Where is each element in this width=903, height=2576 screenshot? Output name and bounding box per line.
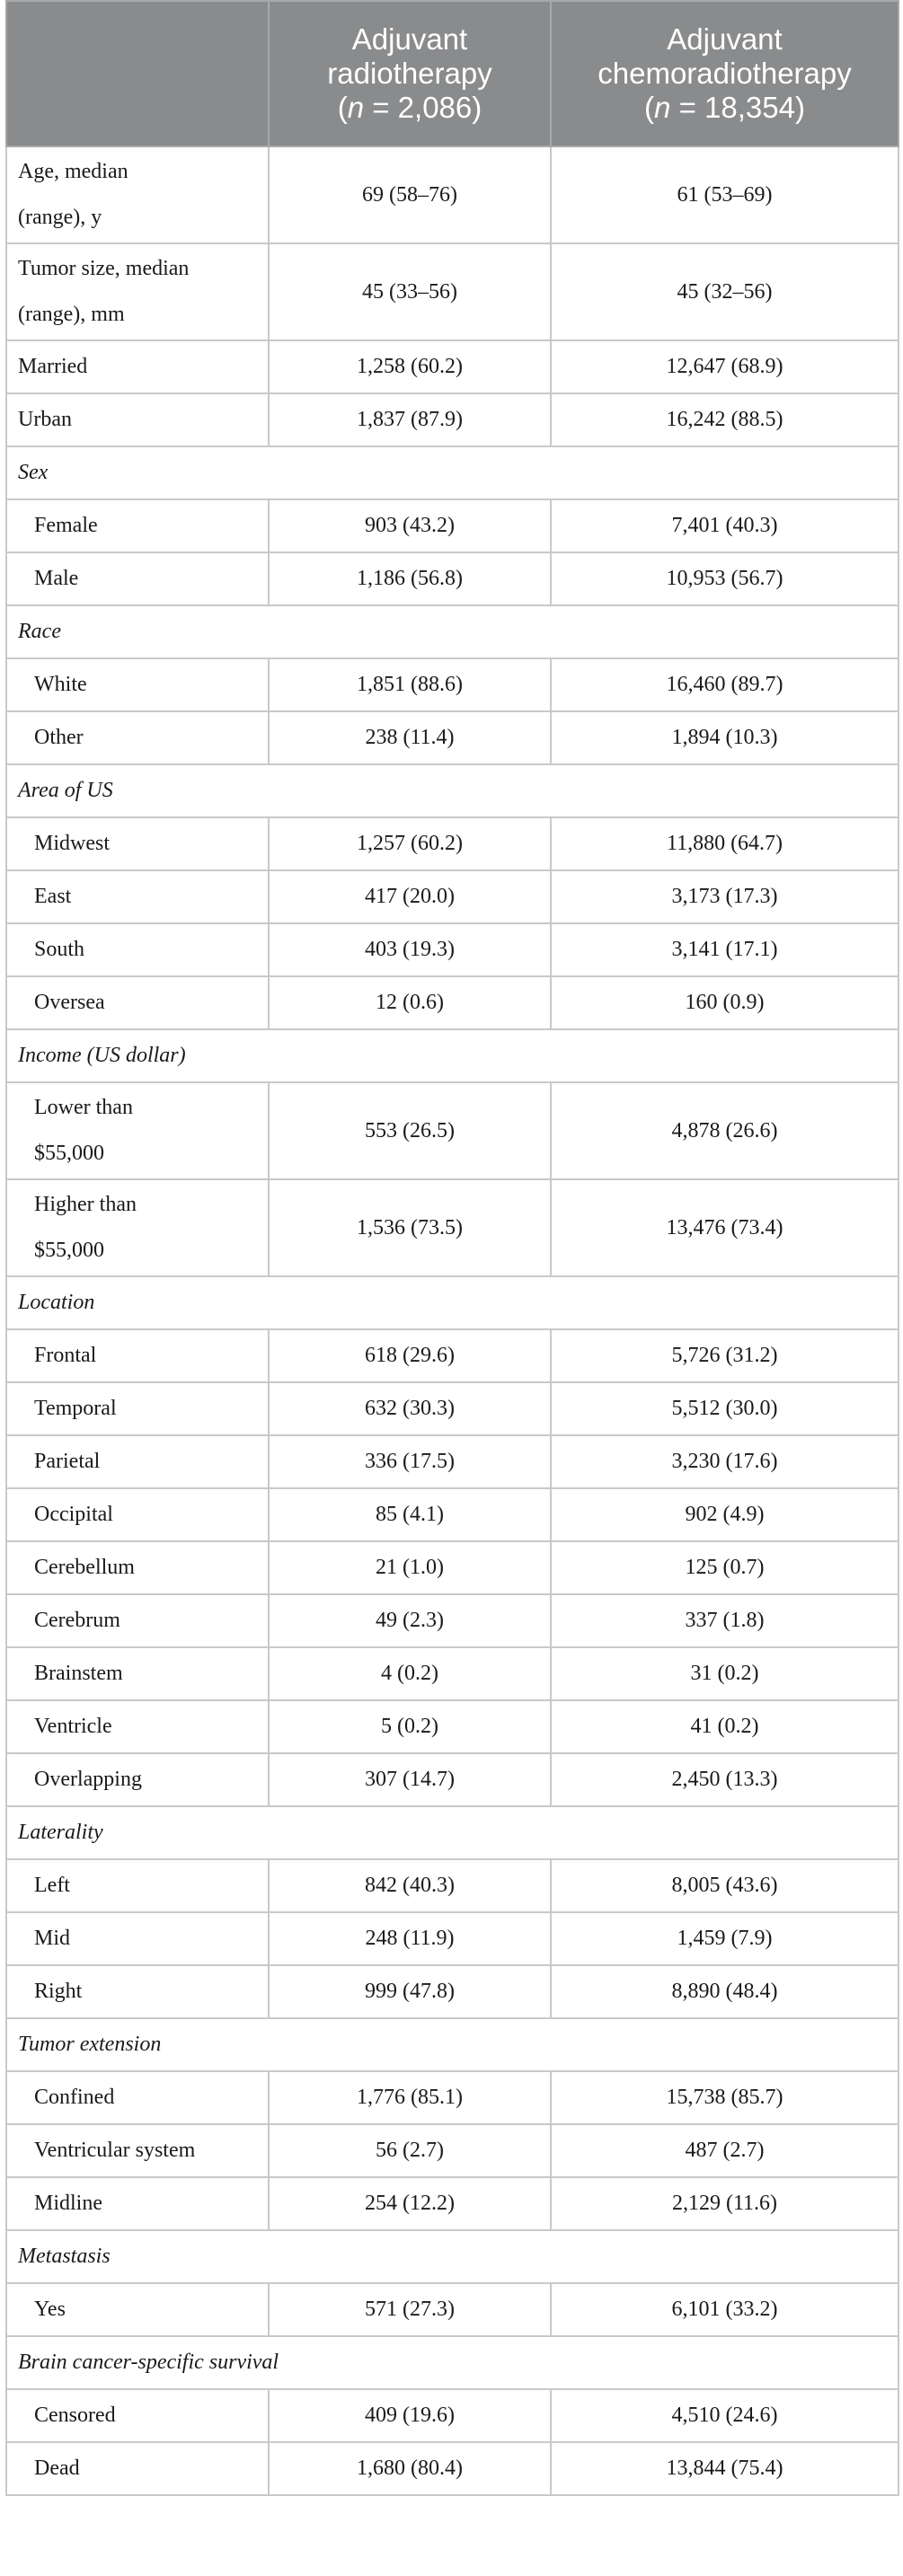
chemoradiotherapy-value: 4,510 (24.6) bbox=[551, 2389, 899, 2442]
table-row bbox=[6, 393, 899, 446]
table-row bbox=[6, 1382, 899, 1435]
radiotherapy-value: 403 (19.3) bbox=[269, 923, 551, 976]
row-label: Parietal bbox=[6, 1435, 269, 1488]
table-row bbox=[6, 2389, 899, 2442]
radiotherapy-value: 571 (27.3) bbox=[269, 2283, 551, 2336]
chemoradiotherapy-value: 61 (53–69) bbox=[551, 146, 899, 243]
header-chemoradiotherapy-line2: chemoradiotherapy bbox=[598, 57, 852, 90]
chemoradiotherapy-value: 337 (1.8) bbox=[551, 1594, 899, 1647]
header-radiotherapy-line2: radiotherapy bbox=[327, 57, 492, 90]
header-chemoradiotherapy-line1: Adjuvant bbox=[667, 22, 783, 56]
row-label: Yes bbox=[6, 2283, 269, 2336]
chemoradiotherapy-value: 31 (0.2) bbox=[551, 1647, 899, 1700]
chemoradiotherapy-value: 8,005 (43.6) bbox=[551, 1859, 899, 1912]
row-label bbox=[6, 1179, 269, 1276]
table-header bbox=[6, 1, 899, 146]
chemoradiotherapy-value: 15,738 (85.7) bbox=[551, 2071, 899, 2124]
row-label-line: Age, median bbox=[18, 160, 128, 183]
row-label: Overlapping bbox=[6, 1753, 269, 1806]
row-label: Ventricle bbox=[6, 1700, 269, 1753]
radiotherapy-value: 842 (40.3) bbox=[269, 1859, 551, 1912]
section-row bbox=[6, 1276, 899, 1329]
row-label: Dead bbox=[6, 2442, 269, 2495]
row-label: Brainstem bbox=[6, 1647, 269, 1700]
table-row bbox=[6, 1753, 899, 1806]
radiotherapy-value: 85 (4.1) bbox=[269, 1488, 551, 1541]
table-row bbox=[6, 1179, 899, 1276]
row-label-line: (range), y bbox=[18, 206, 102, 229]
table-row bbox=[6, 2071, 899, 2124]
row-label: South bbox=[6, 923, 269, 976]
chemoradiotherapy-value: 5,512 (30.0) bbox=[551, 1382, 899, 1435]
table-row bbox=[6, 1700, 899, 1753]
row-label: Midwest bbox=[6, 817, 269, 870]
row-label: Male bbox=[6, 552, 269, 605]
radiotherapy-value: 5 (0.2) bbox=[269, 1700, 551, 1753]
row-label: Censored bbox=[6, 2389, 269, 2442]
table-row bbox=[6, 499, 899, 552]
header-radiotherapy-n: (n = 2,086) bbox=[337, 91, 482, 124]
row-label: Frontal bbox=[6, 1329, 269, 1382]
radiotherapy-value: 1,776 (85.1) bbox=[269, 2071, 551, 2124]
header-radiotherapy bbox=[269, 1, 551, 146]
chemoradiotherapy-value: 160 (0.9) bbox=[551, 976, 899, 1029]
row-label: Mid bbox=[6, 1912, 269, 1965]
row-label: White bbox=[6, 658, 269, 711]
section-label: Area of US bbox=[6, 764, 899, 817]
chemoradiotherapy-value: 3,141 (17.1) bbox=[551, 923, 899, 976]
radiotherapy-value: 417 (20.0) bbox=[269, 870, 551, 923]
n-variable: n bbox=[347, 91, 365, 124]
radiotherapy-value: 1,257 (60.2) bbox=[269, 817, 551, 870]
radiotherapy-value: 56 (2.7) bbox=[269, 2124, 551, 2177]
table-row bbox=[6, 2442, 899, 2495]
table-row bbox=[6, 711, 899, 764]
table-row bbox=[6, 1435, 899, 1488]
row-label bbox=[6, 146, 269, 243]
table-row bbox=[6, 1488, 899, 1541]
table-row bbox=[6, 1594, 899, 1647]
chemoradiotherapy-value: 6,101 (33.2) bbox=[551, 2283, 899, 2336]
radiotherapy-value: 21 (1.0) bbox=[269, 1541, 551, 1594]
table-row bbox=[6, 2283, 899, 2336]
row-label: Urban bbox=[6, 393, 269, 446]
table-row bbox=[6, 1647, 899, 1700]
chemoradiotherapy-value: 487 (2.7) bbox=[551, 2124, 899, 2177]
radiotherapy-value: 999 (47.8) bbox=[269, 1965, 551, 2018]
row-label-line: $55,000 bbox=[34, 1142, 104, 1165]
table-row bbox=[6, 340, 899, 393]
row-label: Cerebrum bbox=[6, 1594, 269, 1647]
table-row bbox=[6, 146, 899, 243]
table-body bbox=[6, 146, 899, 2495]
row-label bbox=[6, 1082, 269, 1179]
section-label: Income (US dollar) bbox=[6, 1029, 899, 1082]
chemoradiotherapy-value: 125 (0.7) bbox=[551, 1541, 899, 1594]
chemoradiotherapy-value: 3,173 (17.3) bbox=[551, 870, 899, 923]
table-row bbox=[6, 923, 899, 976]
radiotherapy-value: 1,680 (80.4) bbox=[269, 2442, 551, 2495]
n-variable: n bbox=[654, 91, 671, 124]
radiotherapy-value: 903 (43.2) bbox=[269, 499, 551, 552]
section-row bbox=[6, 2336, 899, 2389]
row-label-line: Tumor size, median bbox=[18, 257, 190, 280]
chemoradiotherapy-value: 45 (32–56) bbox=[551, 243, 899, 340]
table-row bbox=[6, 976, 899, 1029]
radiotherapy-value: 632 (30.3) bbox=[269, 1382, 551, 1435]
radiotherapy-value: 248 (11.9) bbox=[269, 1912, 551, 1965]
row-label: Left bbox=[6, 1859, 269, 1912]
radiotherapy-value: 1,186 (56.8) bbox=[269, 552, 551, 605]
row-label: East bbox=[6, 870, 269, 923]
chemoradiotherapy-value: 902 (4.9) bbox=[551, 1488, 899, 1541]
row-label: Married bbox=[6, 340, 269, 393]
chemoradiotherapy-value: 13,476 (73.4) bbox=[551, 1179, 899, 1276]
row-label bbox=[6, 243, 269, 340]
radiotherapy-value: 12 (0.6) bbox=[269, 976, 551, 1029]
table-row bbox=[6, 243, 899, 340]
section-label: Tumor extension bbox=[6, 2018, 899, 2071]
radiotherapy-value: 1,851 (88.6) bbox=[269, 658, 551, 711]
radiotherapy-value: 409 (19.6) bbox=[269, 2389, 551, 2442]
radiotherapy-value: 336 (17.5) bbox=[269, 1435, 551, 1488]
chemoradiotherapy-value: 4,878 (26.6) bbox=[551, 1082, 899, 1179]
row-label-line: Lower than bbox=[34, 1096, 133, 1119]
section-row bbox=[6, 446, 899, 499]
radiotherapy-value: 45 (33–56) bbox=[269, 243, 551, 340]
row-label: Oversea bbox=[6, 976, 269, 1029]
radiotherapy-value: 254 (12.2) bbox=[269, 2177, 551, 2230]
section-label: Location bbox=[6, 1276, 899, 1329]
section-label: Sex bbox=[6, 446, 899, 499]
table-row bbox=[6, 1859, 899, 1912]
table-row bbox=[6, 817, 899, 870]
chemoradiotherapy-value: 8,890 (48.4) bbox=[551, 1965, 899, 2018]
chemoradiotherapy-value: 11,880 (64.7) bbox=[551, 817, 899, 870]
n-value: = 18,354) bbox=[670, 91, 805, 124]
radiotherapy-value: 4 (0.2) bbox=[269, 1647, 551, 1700]
table-row bbox=[6, 1965, 899, 2018]
row-label: Female bbox=[6, 499, 269, 552]
table-row bbox=[6, 552, 899, 605]
row-label: Ventricular system bbox=[6, 2124, 269, 2177]
row-label: Temporal bbox=[6, 1382, 269, 1435]
radiotherapy-value: 553 (26.5) bbox=[269, 1082, 551, 1179]
table-row bbox=[6, 1329, 899, 1382]
section-row bbox=[6, 1029, 899, 1082]
section-row bbox=[6, 764, 899, 817]
chemoradiotherapy-value: 16,242 (88.5) bbox=[551, 393, 899, 446]
section-row bbox=[6, 1806, 899, 1859]
radiotherapy-value: 1,258 (60.2) bbox=[269, 340, 551, 393]
chemoradiotherapy-value: 5,726 (31.2) bbox=[551, 1329, 899, 1382]
table-row bbox=[6, 1912, 899, 1965]
chemoradiotherapy-value: 16,460 (89.7) bbox=[551, 658, 899, 711]
baseline-characteristics-table bbox=[5, 0, 899, 2496]
section-label: Metastasis bbox=[6, 2230, 899, 2283]
section-label: Race bbox=[6, 605, 899, 658]
section-label: Brain cancer-specific survival bbox=[6, 2336, 899, 2389]
radiotherapy-value: 69 (58–76) bbox=[269, 146, 551, 243]
table-row bbox=[6, 1541, 899, 1594]
header-row bbox=[6, 1, 899, 146]
table-row bbox=[6, 870, 899, 923]
section-label: Laterality bbox=[6, 1806, 899, 1859]
n-value: = 2,086) bbox=[364, 91, 482, 124]
chemoradiotherapy-value: 1,459 (7.9) bbox=[551, 1912, 899, 1965]
row-label: Other bbox=[6, 711, 269, 764]
table-row bbox=[6, 658, 899, 711]
chemoradiotherapy-value: 41 (0.2) bbox=[551, 1700, 899, 1753]
radiotherapy-value: 618 (29.6) bbox=[269, 1329, 551, 1382]
chemoradiotherapy-value: 12,647 (68.9) bbox=[551, 340, 899, 393]
section-row bbox=[6, 2018, 899, 2071]
header-empty-cell bbox=[6, 1, 269, 146]
chemoradiotherapy-value: 13,844 (75.4) bbox=[551, 2442, 899, 2495]
row-label: Cerebellum bbox=[6, 1541, 269, 1594]
table-row bbox=[6, 1082, 899, 1179]
row-label: Occipital bbox=[6, 1488, 269, 1541]
row-label-line: $55,000 bbox=[34, 1239, 104, 1262]
row-label: Midline bbox=[6, 2177, 269, 2230]
chemoradiotherapy-value: 2,450 (13.3) bbox=[551, 1753, 899, 1806]
section-row bbox=[6, 2230, 899, 2283]
header-chemoradiotherapy-n: (n = 18,354) bbox=[644, 91, 805, 124]
radiotherapy-value: 238 (11.4) bbox=[269, 711, 551, 764]
header-radiotherapy-line1: Adjuvant bbox=[351, 22, 468, 56]
chemoradiotherapy-value: 2,129 (11.6) bbox=[551, 2177, 899, 2230]
radiotherapy-value: 1,536 (73.5) bbox=[269, 1179, 551, 1276]
row-label-line: Higher than bbox=[34, 1193, 137, 1216]
row-label: Right bbox=[6, 1965, 269, 2018]
radiotherapy-value: 307 (14.7) bbox=[269, 1753, 551, 1806]
section-row bbox=[6, 605, 899, 658]
row-label-line: (range), mm bbox=[18, 303, 125, 326]
radiotherapy-value: 49 (2.3) bbox=[269, 1594, 551, 1647]
chemoradiotherapy-value: 3,230 (17.6) bbox=[551, 1435, 899, 1488]
chemoradiotherapy-value: 7,401 (40.3) bbox=[551, 499, 899, 552]
header-chemoradiotherapy bbox=[551, 1, 899, 146]
chemoradiotherapy-value: 10,953 (56.7) bbox=[551, 552, 899, 605]
chemoradiotherapy-value: 1,894 (10.3) bbox=[551, 711, 899, 764]
table-row bbox=[6, 2177, 899, 2230]
radiotherapy-value: 1,837 (87.9) bbox=[269, 393, 551, 446]
table-row bbox=[6, 2124, 899, 2177]
row-label: Confined bbox=[6, 2071, 269, 2124]
